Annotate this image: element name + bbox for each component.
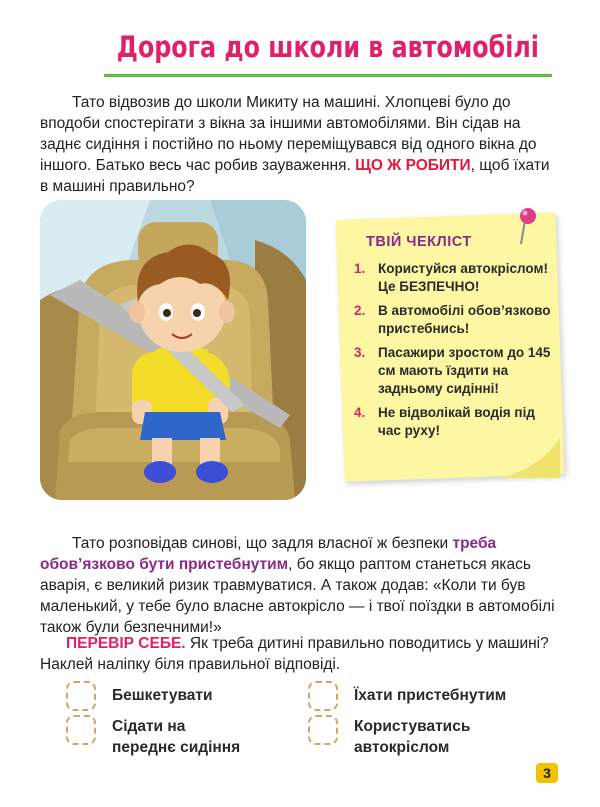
intro-highlight: ЩО Ж РОБИТИ [355,157,471,174]
quiz-option-label: Користуватись автокріслом [354,718,471,756]
intro-paragraph [40,92,560,197]
boy-in-car-seat-illustration [40,200,306,500]
story-highlight: треба обов’язково бути пристебнутим [40,535,497,573]
story-paragraph [40,533,560,638]
quiz-prompt [40,633,560,675]
sticker-checkbox[interactable] [66,681,96,711]
quiz-question: Як треба дитині правильно поводитись у машині? Наклей наліпку біля правильної відповіді. [40,635,549,673]
checklist-item-text: В автомобілі обов’язково пристебнись! [378,303,551,336]
quiz-option[interactable] [66,681,213,711]
checklist-item-number: 4. [354,405,366,420]
checklist-item [354,344,554,398]
title-underline [104,74,552,77]
checklist-item [354,260,554,296]
page-header [104,30,552,82]
story-text-after: , бо якщо раптом станеться якась аварія, є великий ризик травмуватися. А також додав: «Коли ти був маленький, у тебе було власне автокрісло — і твої поїздки в автомобілі також були безпечними!» [40,556,555,636]
checklist-item-number: 1. [354,261,366,276]
sticker-checkbox[interactable] [66,715,96,745]
quiz-option[interactable] [308,715,484,758]
checklist [354,260,554,446]
checklist-sticky-note [340,216,560,478]
quiz-option-label: Бешкетувати [112,687,213,704]
quiz-option[interactable] [308,681,506,711]
checklist-title: ТВІЙ ЧЕКЛІСТ [366,234,472,250]
page-title: Дорога до школи в автомобілі [116,30,539,64]
story-text-before: Тато розповідав синові, що задля власної ж безпеки [72,535,453,552]
pushpin-icon [516,206,540,246]
checklist-item [354,302,554,338]
checklist-item [354,404,554,440]
checklist-item-text: Користуйся автокріслом! Це БЕЗПЕЧНО! [378,261,548,294]
page-number: 3 [536,763,558,783]
quiz-option-label: Їхати пристебнутим [354,687,507,704]
quiz-heading: ПЕРЕВІР СЕБЕ. [66,635,186,652]
checklist-item-text: Пасажири зростом до 145 см мають їздити на задньому сидінні! [378,345,551,396]
quiz-option[interactable] [66,715,252,758]
intro-text: Тато відвозив до школи Микиту на машині. Хлопцеві було до вподоби спостерігати з вікна за іншими автомобілями. Він сідав на заднє сидіння і постійно по ньому переміщувався від одного вікна до іншого. Батько весь час робив зауваження. [40,94,537,174]
checklist-item-number: 2. [354,303,366,318]
checklist-item-text: Не відволікай водія під час руху! [378,405,535,438]
sticker-checkbox[interactable] [308,681,338,711]
sticker-checkbox[interactable] [308,715,338,745]
intro-tail: , щоб їхати в машині правильно? [40,157,550,195]
checklist-item-number: 3. [354,345,366,360]
quiz-option-label: Сідати на переднє сидіння [112,718,241,756]
boy-in-car-seat-image [40,200,306,500]
